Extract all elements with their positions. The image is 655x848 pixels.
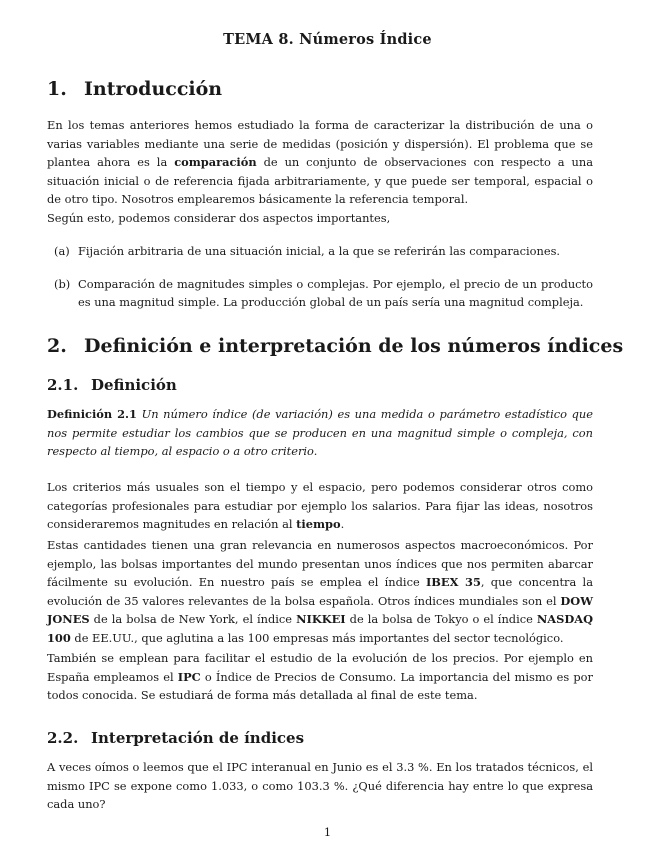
section-2-heading bbox=[47, 335, 623, 357]
criteria-paragraph bbox=[47, 478, 593, 534]
text-run: de EE.UU., que aglutina a las 100 empresas más importantes del sector tecnológico. bbox=[70, 630, 564, 645]
subsection-2-1-heading bbox=[47, 376, 177, 394]
list-marker: (b) bbox=[54, 276, 71, 291]
interpretation-paragraph: A veces oímos o leemos que el IPC interanual en Junio es el 3.3 %. En los tratados técnicos, el mismo IPC se expone como 1.033, o como 103.3 %. ¿Qué diferencia hay entre lo que expresa cada uno? bbox=[47, 760, 593, 812]
subsection-title: Interpretación de índices bbox=[91, 729, 305, 747]
aspects-list bbox=[47, 242, 593, 326]
list-item bbox=[47, 242, 593, 261]
ipc-paragraph bbox=[47, 649, 593, 705]
intro-paragraph bbox=[47, 116, 593, 209]
section-title: Definición e interpretación de los números índices bbox=[84, 335, 624, 357]
list-item-text: Fijación arbitraria de una situación inicial, a la que se referirán las comparaciones. bbox=[78, 244, 561, 258]
text-run: . bbox=[340, 517, 345, 532]
section-1-heading bbox=[47, 78, 222, 100]
text-run: de la bolsa de New York, el índice bbox=[89, 612, 297, 627]
subsection-title: Definición bbox=[91, 376, 177, 394]
bold-term: IBEX 35 bbox=[425, 575, 481, 590]
text-run: de un conjunto de observaciones con respecto a una situación inicial o de referencia fijada arbitrariamente, y que puede ser temporal, espacial o de otro tipo. Nosotros emplearemos básicamente la referencia temporal. bbox=[47, 155, 593, 207]
document-title: TEMA 8. Números Índice bbox=[223, 31, 432, 48]
list-item-text: Comparación de magnitudes simples o complejas. Por ejemplo, el precio de un producto es una magnitud simple. La producción global de un país sería una magnitud compleja. bbox=[78, 276, 593, 310]
stock-indices-paragraph bbox=[47, 536, 593, 648]
subsection-number: 2.2. bbox=[47, 729, 79, 747]
text-run: En los temas anteriores hemos estudiado la forma de caracterizar la distribución de una o varias variables mediante una serie de medidas (posición y dispersión). El problema que se plantea ahora es la bbox=[47, 118, 593, 170]
section-number: 1. bbox=[47, 78, 67, 100]
text-run: También se emplean para facilitar el estudio de la evolución de los precios. Por ejemplo en España empleamos el bbox=[47, 651, 593, 684]
page-number: 1 bbox=[323, 825, 332, 839]
text-run: , que concentra la evolución de 35 valores relevantes de la bolsa española. Otros índices mundiales son el bbox=[47, 575, 593, 608]
text-run: de la bolsa de Tokyo o el índice bbox=[345, 612, 537, 627]
section-number: 2. bbox=[47, 335, 67, 357]
bold-term: NIKKEI bbox=[296, 612, 346, 627]
bold-term: tiempo bbox=[296, 517, 341, 532]
text-run: o Índice de Precios de Consumo. La importancia del mismo es por todos conocida. Se estudiará de forma más detallada al final de este tema. bbox=[47, 669, 593, 703]
text-run: Los criterios más usuales son el tiempo y el espacio, pero podemos considerar otros como categorías profesionales para estudiar por ejemplo los salarios. Para fijar las ideas, nosotros consideraremos magnitudes en relación al bbox=[47, 480, 593, 532]
bold-term: NASDAQ 100 bbox=[47, 612, 594, 645]
bold-term: comparación bbox=[174, 155, 257, 170]
definition-text: Un número índice (de variación) es una medida o parámetro estadístico que nos permite estudiar los cambios que se producen en una magnitud simple o compleja, con respecto al tiempo, al espacio o a otro criterio. bbox=[47, 407, 593, 459]
text-run: Estas cantidades tienen una gran relevancia en numerosos aspectos macroeconómicos. Por ejemplo, las bolsas importantes del mundo presentan unos índices que nos permiten abarcar fácilmente su evolución. En nuestro país se emplea el índice bbox=[47, 538, 593, 590]
list-marker: (a) bbox=[54, 244, 70, 258]
aspects-intro-paragraph: Según esto, podemos considerar dos aspectos importantes, bbox=[47, 211, 391, 225]
bold-term: IPC bbox=[177, 669, 201, 684]
definition-block bbox=[47, 405, 593, 461]
subsection-number: 2.1. bbox=[47, 376, 79, 394]
section-title: Introducción bbox=[84, 78, 223, 100]
subsection-2-2-heading bbox=[47, 729, 304, 747]
bold-term: DOW JONES bbox=[47, 593, 593, 627]
definition-label: Definición 2.1 bbox=[47, 407, 137, 421]
list-item bbox=[47, 275, 593, 312]
